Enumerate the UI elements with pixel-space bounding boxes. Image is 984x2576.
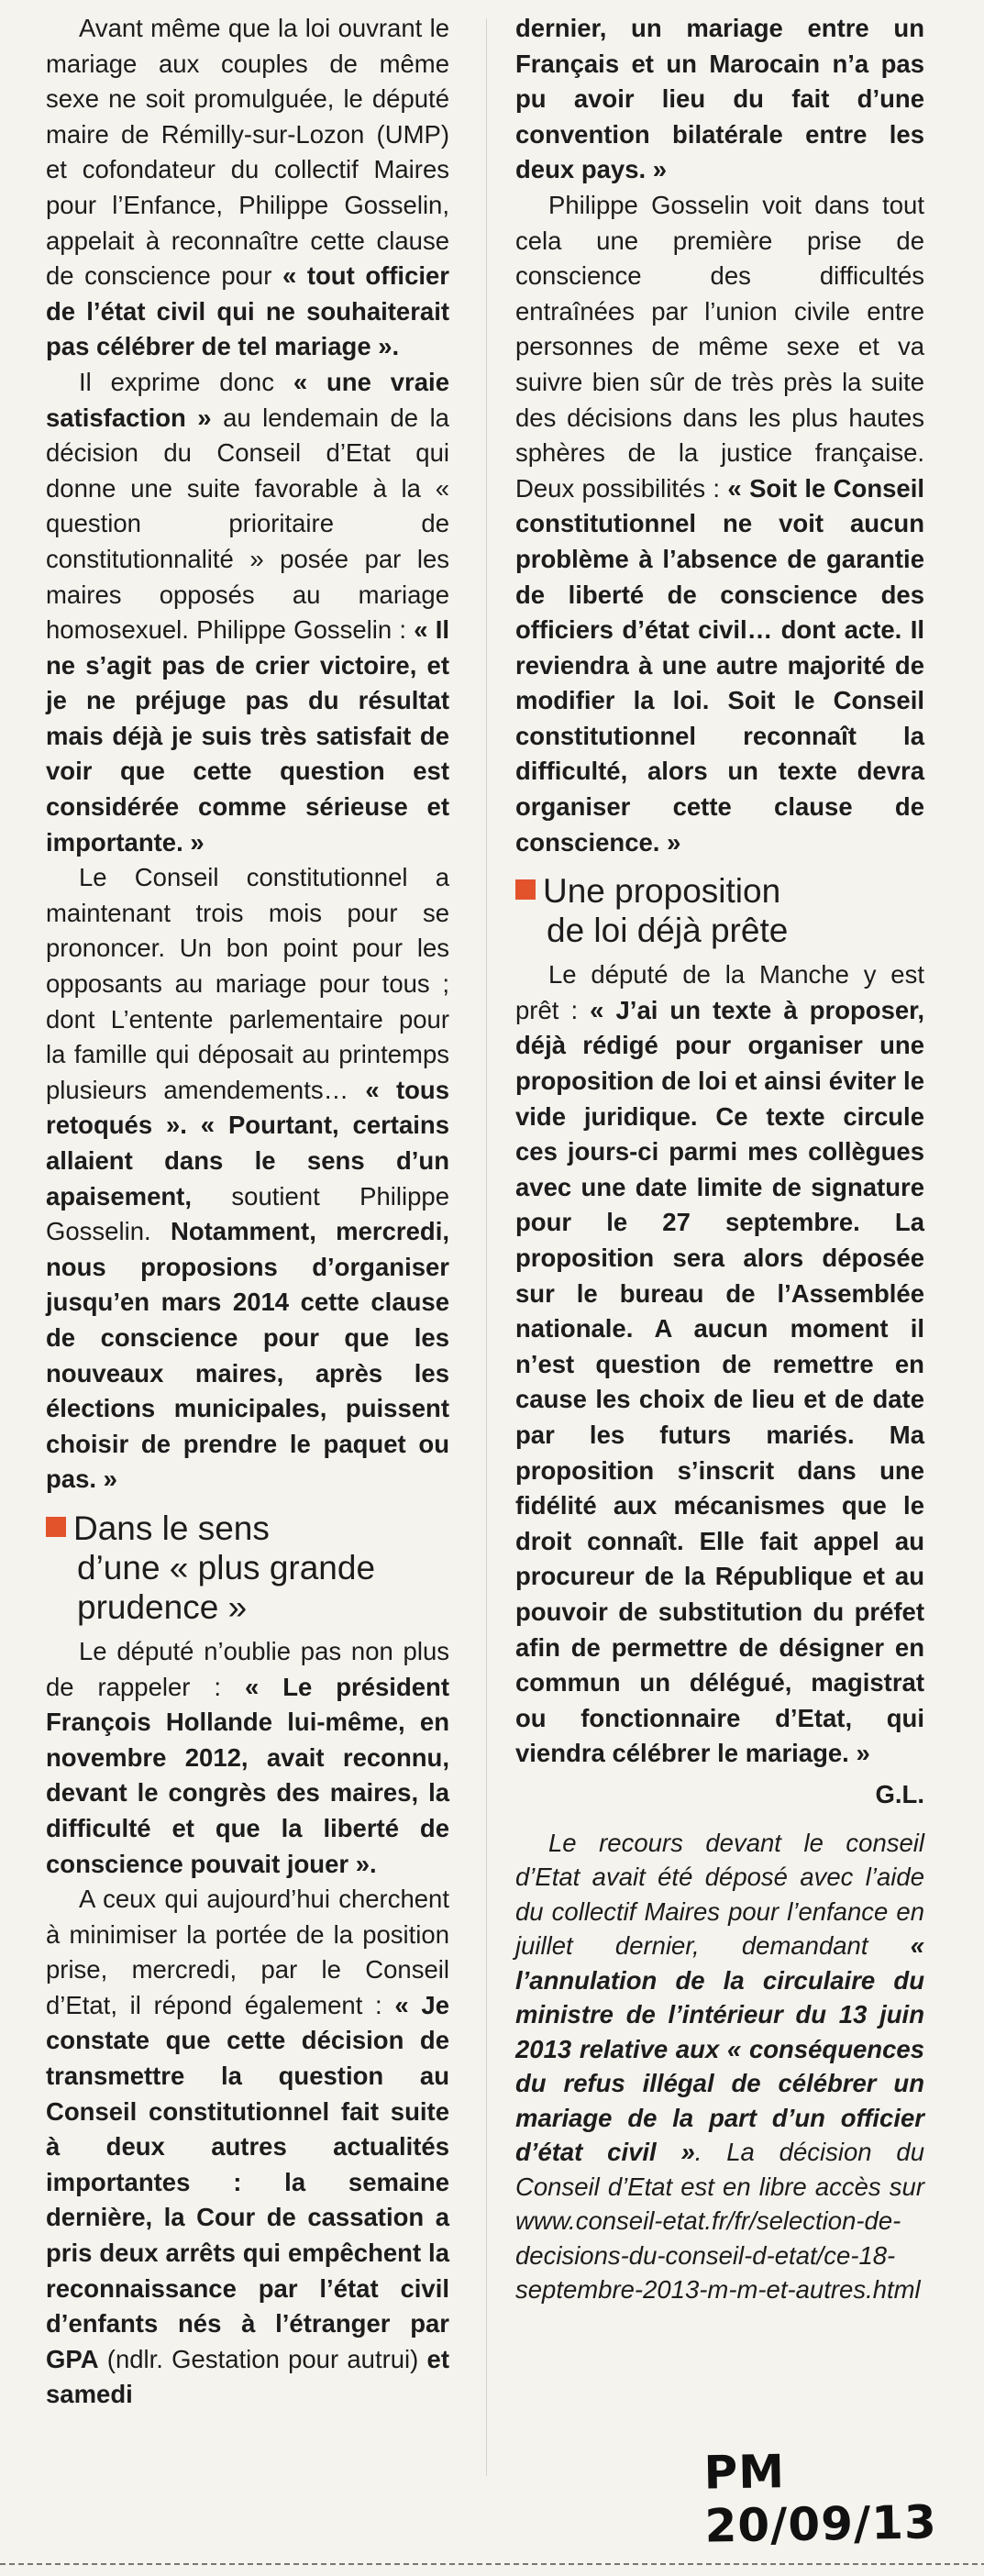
paragraph-hollande: Le député n’oublie pas non plus de rappeler : « Le président François Hollande lui-même, en novembre 2012, avait reconnu, devant le congrès des maires, la difficulté et que la liberté de conscience pouvait jouer ». bbox=[46, 1636, 449, 1878]
paragraph-continuation: dernier, un mariage entre un Français et un Marocain n’a pas pu avoir lieu du fait d’une convention bilatérale entre les deux pays. » bbox=[515, 14, 924, 184]
paragraph-possibilites: Philippe Gosselin voit dans tout cela une première prise de conscience des difficultés entraînées par l’union civile entre personnes de même sexe et va suivre bien sûr de très près la suite des décisions dans les plus hautes sphères de la justice française. Deux possibilités : « Soit le Conseil constitutionnel ne voit aucun problème à l’absence de garantie de liberté de conscience des officiers d’état civil… dont acte. Il reviendra à une autre majorité de modifier la loi. Soit le Conseil constitutionnel reconnaît la difficulté, alors un texte devra organiser cette clause de conscience. » bbox=[515, 190, 924, 857]
handwritten-date-stamp: PM 20/09/13 bbox=[703, 2445, 938, 2553]
paragraph-texte: Le député de la Manche y est prêt : « J’ai un texte à proposer, déjà rédigé pour organiser une proposition de loi et ainsi éviter le vide juridique. Ce texte circule ces jours-ci parmi mes collègues avec une date limite de signature pour le 27 septembre. La proposition sera alors déposée sur le bureau de l’Assemblée nationale. A aucun moment il n’est question de remettre en cause les choix de lieu et de date par les futurs mariés. Ma proposition s’inscrit dans une fidélité aux mécanismes que le droit connaît. Elle fait appel au procureur de la République et au pouvoir de substitution du préfet afin de permettre de désigner en commun un délégué, magistrat ou fonctionnaire d’Etat, qui viendra célébrer le mariage. » bbox=[515, 960, 925, 1768]
clipping-edge bbox=[0, 2563, 984, 2565]
orange-square-icon bbox=[515, 879, 536, 900]
author-signature: G.L. bbox=[875, 1779, 924, 1808]
orange-square-icon bbox=[46, 1517, 66, 1537]
subheading-prudence: Dans le sens d’une « plus grande prudence » bbox=[46, 1509, 449, 1627]
paragraph-intro: Avant même que la loi ouvrant le mariage aux couples de même sexe ne soit promulguée, le député maire de Rémilly-sur-Lozon (UMP) et cofondateur du collectif Maires pour l’Enfance, Philippe Gosselin, appelait à reconnaître cette clause de conscience pour « tout officier de l’état civil qui ne souhaiterait pas célébrer de tel mariage ». bbox=[46, 14, 449, 361]
right-column bbox=[515, 11, 924, 2307]
column-separator bbox=[486, 18, 487, 2476]
encart-recours: Le recours devant le conseil d’Etat avait été déposé avec l’aide du collectif Maires pour l’enfance en juillet dernier, demandant « l’annulation de la circulaire du ministre de l’intérieur du 13 juin 2013 relative aux « conséquences du refus illégal de célébrer un mariage de la part d’un officier d’état civil ». La décision du Conseil d’Etat est en libre accès sur www.conseil-etat.fr/fr/selection-de-decisions-du-conseil-d-etat/ce-18-septembre-2013-m-m-et-autres.html bbox=[515, 1828, 924, 2304]
paragraph-conseil: Le Conseil constitutionnel a maintenant trois mois pour se prononcer. Un bon point pour les opposants au mariage pour tous ; dont L’entente parlementaire pour la famille qui déposait au printemps plusieurs amendements… « tous retoqués ». « Pourtant, certains allaient dans le sens d’un apaisement, soutient Philippe Gosselin. Notamment, mercredi, nous proposions d’organiser jusqu’en mars 2014 cette clause de conscience pour que les nouveaux maires, après les élections municipales, puissent choisir de prendre le paquet ou pas. » bbox=[46, 863, 449, 1494]
subheading-proposition: Une proposition de loi déjà prête bbox=[515, 871, 924, 950]
left-column bbox=[46, 11, 449, 2413]
paragraph-satisfaction: Il exprime donc « une vraie satisfaction » au lendemain de la décision du Conseil d’Etat qui donne une suite favorable à la « question prioritaire de constitutionnalité » posée par les maires opposés au mariage homosexuel. Philippe Gosselin : « Il ne s’agit pas de crier victoire, et je ne préjuge pas du résultat mais déjà je suis très satisfait de voir que cette question est considérée comme sérieuse et importante. » bbox=[46, 367, 449, 857]
paragraph-reponse: A ceux qui aujourd’hui cherchent à minimiser la portée de la position prise, mercredi, par le Conseil d’Etat, il répond également : « Je constate que cette décision de transmettre la question au Conseil constitutionnel fait suite à deux autres actualités importantes : la semaine dernière, la Cour de cassation a pris deux arrêts qui empêchent la reconnaissance par l’état civil d’enfants nés à l’étranger par GPA (ndlr. Gestation pour autrui) et samedi bbox=[46, 1885, 449, 2409]
